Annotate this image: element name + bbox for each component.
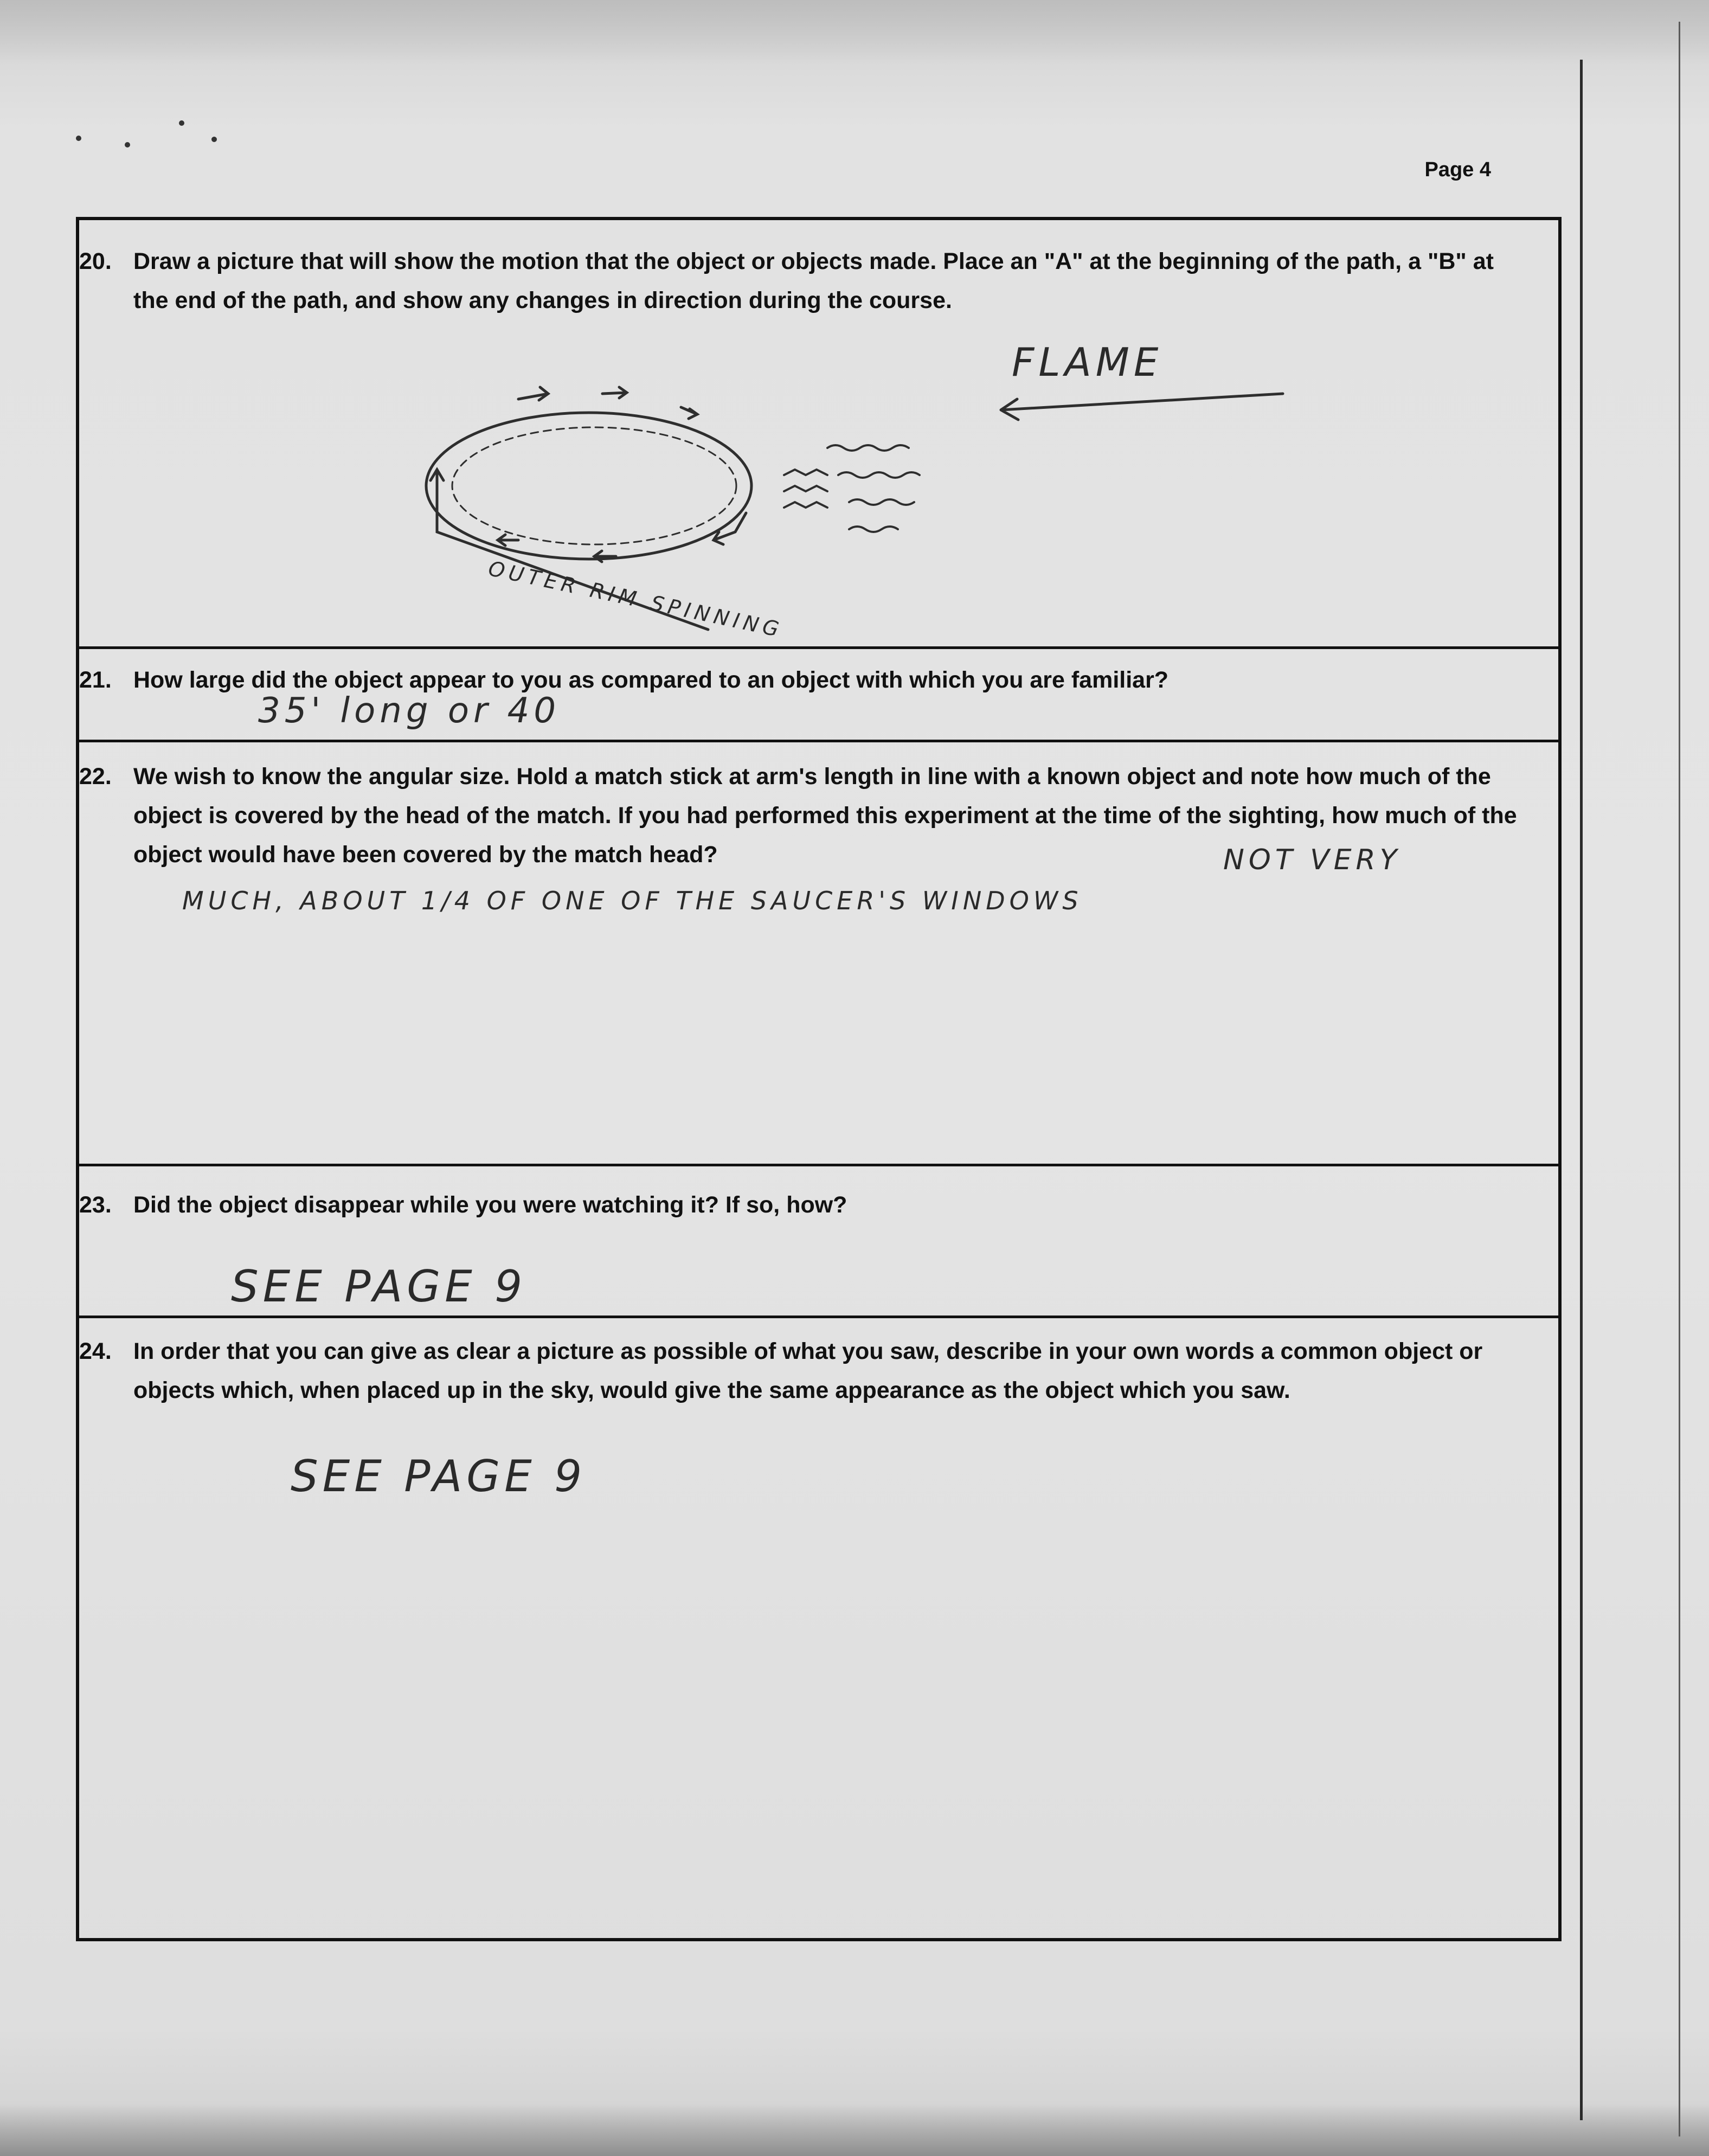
flame-squiggle xyxy=(827,445,909,451)
scan-speck xyxy=(211,137,217,142)
direction-arrow xyxy=(681,407,697,419)
flame-label: FLAME xyxy=(1012,339,1163,385)
question-text: How large did the object appear to you as compared to an object with which you are familiar? xyxy=(133,667,1169,693)
answer-23: SEE PAGE 9 xyxy=(231,1261,527,1312)
question-text: In order that you can give as clear a picture as possible of what you saw, describe in your own words a common object or objects which, when placed up in the sky, would give the same appearance as the object which you saw. xyxy=(133,1338,1483,1403)
section-divider xyxy=(79,1164,1558,1166)
flame-label-arrow xyxy=(1001,394,1283,420)
page-edge-line xyxy=(1580,60,1583,2120)
scan-speck xyxy=(125,142,130,147)
question-23 xyxy=(79,1185,1521,1224)
direction-arrow xyxy=(594,551,616,562)
direction-arrow xyxy=(498,535,518,546)
scan-top-shadow xyxy=(0,0,1709,65)
question-text: Did the object disappear while you were watching it? If so, how? xyxy=(133,1192,847,1218)
page-edge-line-outer xyxy=(1679,22,1680,2136)
section-divider xyxy=(79,1316,1558,1318)
flame-squiggle xyxy=(849,499,914,505)
section-divider xyxy=(79,646,1558,649)
scan-speck xyxy=(76,136,81,141)
section-divider xyxy=(79,740,1558,742)
question-text: We wish to know the angular size. Hold a match stick at arm's length in line with a known object and note how much of the object is covered by the head of the match. If you had performed this experiment at the time of the sighting, how much of the object would have been covered by the match head? xyxy=(133,763,1517,868)
scan-speck xyxy=(179,120,184,126)
scan-bottom-shadow xyxy=(0,2104,1709,2156)
rim-label: OUTER RIM SPINNING xyxy=(486,556,785,643)
answer-24: SEE PAGE 9 xyxy=(291,1451,587,1502)
question-number: 24. xyxy=(79,1338,112,1364)
question-number: 20. xyxy=(79,248,112,274)
question-number: 23. xyxy=(79,1192,112,1218)
answer-22-line2: MUCH, ABOUT 1/4 OF ONE OF THE SAUCER'S WINDOWS xyxy=(182,886,1083,915)
flame-squiggle xyxy=(838,472,920,478)
question-20 xyxy=(79,242,1521,320)
motion-sketch xyxy=(361,318,1337,654)
saucer-inner-outline xyxy=(452,427,736,544)
direction-arrow xyxy=(518,387,548,400)
answer-22-line1: NOT VERY xyxy=(1223,844,1402,876)
direction-arrow xyxy=(602,387,627,398)
flame-core xyxy=(784,470,827,508)
page-number: Page 4 xyxy=(1424,158,1491,181)
question-text: Draw a picture that will show the motion that the object or objects made. Place an "A" at the beginning of the path, a "B" at the end of the path, and show any changes in direction during the course. xyxy=(133,248,1494,313)
saucer-outline xyxy=(426,413,751,559)
question-24 xyxy=(79,1332,1521,1410)
questionnaire-frame xyxy=(76,217,1562,1941)
question-number: 22. xyxy=(79,763,112,790)
flame-squiggle xyxy=(849,527,898,532)
question-number: 21. xyxy=(79,667,112,693)
answer-21: 35' long or 40 xyxy=(258,691,561,731)
